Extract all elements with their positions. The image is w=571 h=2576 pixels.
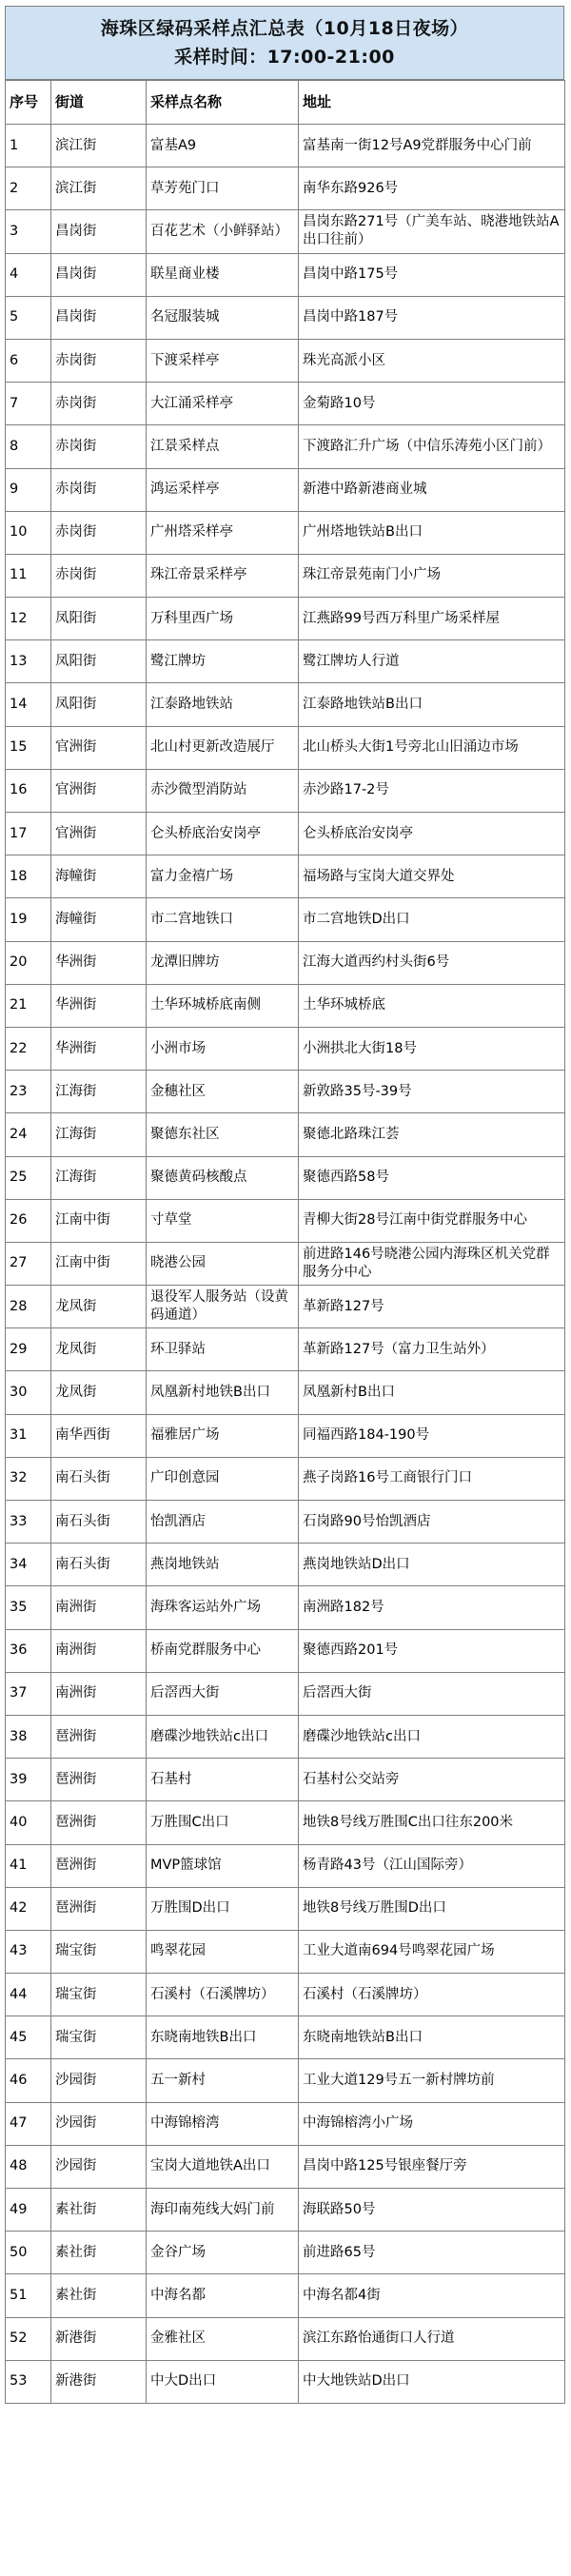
cell-address: 中海锦榕湾小广场 [299,2102,565,2145]
sampling-points-table [5,80,565,2404]
table-row [6,253,565,296]
cell-site-name: 福雅居广场 [147,1414,299,1457]
cell-index: 39 [6,1759,51,1801]
cell-address: 福场路与宝岗大道交界处 [299,855,565,898]
cell-site-name: 鸣翠花园 [147,1930,299,1973]
cell-street: 华洲街 [51,984,147,1027]
cell-address: 燕岗地铁站D出口 [299,1544,565,1586]
cell-index: 49 [6,2189,51,2232]
cell-address: 杨青路43号（江山国际旁） [299,1844,565,1887]
cell-site-name: 五一新村 [147,2059,299,2102]
table-row [6,769,565,812]
cell-index: 48 [6,2145,51,2188]
cell-street: 滨江街 [51,125,147,167]
cell-site-name: 聚德东社区 [147,1113,299,1156]
cell-street: 江海街 [51,1071,147,1113]
cell-street: 沙园街 [51,2059,147,2102]
cell-index: 11 [6,554,51,597]
cell-address: 石基村公交站旁 [299,1759,565,1801]
cell-index: 9 [6,468,51,511]
cell-site-name: 鹭江牌坊 [147,640,299,683]
cell-street: 赤岗街 [51,425,147,468]
cell-site-name: 广州塔采样亭 [147,511,299,554]
cell-street: 沙园街 [51,2102,147,2145]
cell-site-name: 金谷广场 [147,2232,299,2274]
cell-street: 官洲街 [51,813,147,855]
cell-street: 华洲街 [51,1027,147,1070]
cell-site-name: 桥南党群服务中心 [147,1629,299,1672]
cell-address: 石岗路90号怡凯酒店 [299,1501,565,1544]
sheet-title: 海珠区绿码采样点汇总表（10月18日夜场） [100,18,469,39]
cell-site-name: 海珠客运站外广场 [147,1586,299,1629]
cell-street: 琶洲街 [51,1759,147,1801]
table-row [6,2274,565,2317]
cell-site-name: 赤沙微型消防站 [147,769,299,812]
cell-street: 华洲街 [51,941,147,984]
cell-street: 琶洲街 [51,1844,147,1887]
cell-street: 新港街 [51,2317,147,2360]
cell-site-name: 磨碟沙地铁站c出口 [147,1715,299,1758]
table-row [6,1286,565,1328]
cell-street: 琶洲街 [51,1801,147,1844]
cell-site-name: 万胜围D出口 [147,1887,299,1930]
cell-site-name: 江景采样点 [147,425,299,468]
cell-street: 昌岗街 [51,296,147,339]
cell-address: 中大地铁站D出口 [299,2360,565,2403]
cell-site-name: 金穗社区 [147,1071,299,1113]
cell-index: 10 [6,511,51,554]
cell-index: 14 [6,683,51,726]
table-row [6,2232,565,2274]
table-row [6,468,565,511]
cell-address: 赤沙路17-2号 [299,769,565,812]
cell-street: 素社街 [51,2189,147,2232]
cell-index: 30 [6,1371,51,1414]
cell-site-name: 石溪村（石溪牌坊） [147,1974,299,2016]
table-row [6,683,565,726]
cell-index: 1 [6,125,51,167]
cell-street: 南石头街 [51,1457,147,1500]
cell-site-name: 东晓南地铁B出口 [147,2016,299,2059]
table-row [6,339,565,382]
cell-address: 小洲拱北大街18号 [299,1027,565,1070]
cell-street: 南洲街 [51,1672,147,1715]
cell-address: 江泰路地铁站B出口 [299,683,565,726]
cell-index: 33 [6,1501,51,1544]
cell-site-name: 怡凯酒店 [147,1501,299,1544]
cell-index: 5 [6,296,51,339]
cell-index: 23 [6,1071,51,1113]
cell-index: 22 [6,1027,51,1070]
cell-address: 珠光高派小区 [299,339,565,382]
cell-index: 12 [6,598,51,640]
cell-address: 广州塔地铁站B出口 [299,511,565,554]
column-header-address: 地址 [299,81,565,125]
cell-index: 51 [6,2274,51,2317]
cell-address: 青柳大街28号江南中街党群服务中心 [299,1199,565,1242]
cell-site-name: 下渡采样亭 [147,339,299,382]
table-row [6,1544,565,1586]
table-row [6,1242,565,1285]
table-row [6,2317,565,2360]
cell-site-name: 广印创意园 [147,1457,299,1500]
cell-street: 赤岗街 [51,554,147,597]
cell-address: 前进路65号 [299,2232,565,2274]
cell-site-name: 土华环城桥底南侧 [147,984,299,1027]
cell-address: 金菊路10号 [299,383,565,425]
cell-address: 鹭江牌坊人行道 [299,640,565,683]
cell-site-name: 中海名都 [147,2274,299,2317]
cell-index: 8 [6,425,51,468]
table-row [6,1974,565,2016]
table-row [6,1027,565,1070]
table-row [6,1586,565,1629]
cell-index: 28 [6,1286,51,1328]
table-row [6,1328,565,1371]
summary-sheet [5,6,564,2571]
cell-street: 官洲街 [51,769,147,812]
cell-street: 海幢街 [51,855,147,898]
table-row [6,2016,565,2059]
table-row [6,2102,565,2145]
cell-address: 滨江东路怡通街口人行道 [299,2317,565,2360]
sheet-header [5,6,564,80]
cell-site-name: 名冠服装城 [147,296,299,339]
table-row [6,167,565,210]
cell-address: 南华东路926号 [299,167,565,210]
table-row [6,1199,565,1242]
cell-index: 40 [6,1801,51,1844]
cell-street: 凤阳街 [51,640,147,683]
cell-address: 海联路50号 [299,2189,565,2232]
cell-street: 龙凤街 [51,1328,147,1371]
cell-site-name: 百花艺术（小鲜驿站） [147,210,299,253]
cell-address: 昌岗东路271号（广美车站、晓港地铁站A出口往前） [299,210,565,253]
cell-street: 瑞宝街 [51,1930,147,1973]
cell-address: 地铁8号线万胜围C出口往东200米 [299,1801,565,1844]
cell-index: 47 [6,2102,51,2145]
table-row [6,640,565,683]
cell-site-name: 金雅社区 [147,2317,299,2360]
cell-index: 52 [6,2317,51,2360]
cell-site-name: 石基村 [147,1759,299,1801]
cell-index: 6 [6,339,51,382]
cell-address: 磨碟沙地铁站c出口 [299,1715,565,1758]
cell-index: 34 [6,1544,51,1586]
cell-index: 37 [6,1672,51,1715]
table-row [6,1887,565,1930]
table-row [6,813,565,855]
cell-index: 35 [6,1586,51,1629]
cell-index: 24 [6,1113,51,1156]
cell-site-name: 中海锦榕湾 [147,2102,299,2145]
cell-address: 聚德北路珠江荟 [299,1113,565,1156]
cell-street: 龙凤街 [51,1286,147,1328]
table-row [6,855,565,898]
cell-address: 工业大道129号五一新村牌坊前 [299,2059,565,2102]
cell-street: 赤岗街 [51,339,147,382]
cell-address: 新港中路新港商业城 [299,468,565,511]
cell-street: 沙园街 [51,2145,147,2188]
cell-site-name: 晓港公园 [147,1242,299,1285]
cell-street: 赤岗街 [51,511,147,554]
cell-site-name: MVP篮球馆 [147,1844,299,1887]
cell-site-name: 中大D出口 [147,2360,299,2403]
cell-address: 地铁8号线万胜围D出口 [299,1887,565,1930]
cell-site-name: 草芳苑门口 [147,167,299,210]
cell-address: 江燕路99号西万科里广场采样屋 [299,598,565,640]
cell-site-name: 后滘西大街 [147,1672,299,1715]
cell-index: 3 [6,210,51,253]
cell-address: 革新路127号（富力卫生站外） [299,1328,565,1371]
cell-address: 同福西路184-190号 [299,1414,565,1457]
cell-street: 赤岗街 [51,468,147,511]
cell-street: 新港街 [51,2360,147,2403]
cell-index: 4 [6,253,51,296]
cell-index: 44 [6,1974,51,2016]
cell-index: 38 [6,1715,51,1758]
cell-street: 昌岗街 [51,253,147,296]
cell-address: 土华环城桥底 [299,984,565,1027]
cell-address: 中海名都4街 [299,2274,565,2317]
sampling-time: 采样时间：17:00-21:00 [174,47,395,68]
cell-site-name: 聚德黄码核酸点 [147,1156,299,1199]
cell-street: 江南中街 [51,1199,147,1242]
cell-index: 16 [6,769,51,812]
table-row [6,554,565,597]
cell-address: 新敦路35号-39号 [299,1071,565,1113]
table-row [6,1501,565,1544]
cell-site-name: 宝岗大道地铁A出口 [147,2145,299,2188]
cell-address: 市二宫地铁D出口 [299,898,565,941]
cell-street: 南洲街 [51,1586,147,1629]
table-row [6,511,565,554]
cell-street: 琶洲街 [51,1887,147,1930]
cell-index: 46 [6,2059,51,2102]
cell-street: 江南中街 [51,1242,147,1285]
cell-street: 赤岗街 [51,383,147,425]
cell-street: 滨江街 [51,167,147,210]
cell-site-name: 小洲市场 [147,1027,299,1070]
table-row [6,2189,565,2232]
cell-street: 南华西街 [51,1414,147,1457]
table-body [6,125,565,2404]
cell-index: 31 [6,1414,51,1457]
table-row [6,984,565,1027]
cell-street: 凤阳街 [51,598,147,640]
cell-street: 江海街 [51,1113,147,1156]
cell-index: 43 [6,1930,51,1973]
column-header-site-name: 采样点名称 [147,81,299,125]
cell-index: 45 [6,2016,51,2059]
cell-index: 26 [6,1199,51,1242]
cell-site-name: 万科里西广场 [147,598,299,640]
cell-index: 21 [6,984,51,1027]
cell-address: 仑头桥底治安岗亭 [299,813,565,855]
cell-address: 工业大道南694号鸣翠花园广场 [299,1930,565,1973]
cell-index: 13 [6,640,51,683]
cell-address: 革新路127号 [299,1286,565,1328]
cell-address: 后滘西大街 [299,1672,565,1715]
cell-street: 南洲街 [51,1629,147,1672]
cell-address: 凤凰新村B出口 [299,1371,565,1414]
table-row [6,1414,565,1457]
table-row [6,296,565,339]
table-row [6,941,565,984]
cell-address: 聚德西路201号 [299,1629,565,1672]
cell-address: 昌岗中路187号 [299,296,565,339]
cell-address: 石溪村（石溪牌坊） [299,1974,565,2016]
cell-index: 2 [6,167,51,210]
cell-site-name: 海印南苑线大妈门前 [147,2189,299,2232]
cell-street: 琶洲街 [51,1715,147,1758]
cell-street: 瑞宝街 [51,2016,147,2059]
cell-address: 富基南一街12号A9党群服务中心门前 [299,125,565,167]
table-row [6,210,565,253]
cell-site-name: 大江涌采样亭 [147,383,299,425]
cell-site-name: 凤凰新村地铁B出口 [147,1371,299,1414]
table-row [6,2360,565,2403]
cell-site-name: 仑头桥底治安岗亭 [147,813,299,855]
table-row [6,898,565,941]
cell-index: 32 [6,1457,51,1500]
cell-site-name: 北山村更新改造展厅 [147,726,299,769]
cell-street: 昌岗街 [51,210,147,253]
table-header-row [6,81,565,125]
cell-street: 南石头街 [51,1544,147,1586]
table-row [6,125,565,167]
table-row [6,1457,565,1500]
cell-index: 42 [6,1887,51,1930]
cell-index: 41 [6,1844,51,1887]
cell-index: 19 [6,898,51,941]
cell-street: 海幢街 [51,898,147,941]
table-row [6,1930,565,1973]
table-row [6,598,565,640]
cell-index: 29 [6,1328,51,1371]
table-row [6,1672,565,1715]
cell-site-name: 珠江帝景采样亭 [147,554,299,597]
cell-index: 20 [6,941,51,984]
cell-site-name: 龙潭旧牌坊 [147,941,299,984]
table-row [6,1759,565,1801]
table-row [6,2059,565,2102]
cell-index: 15 [6,726,51,769]
cell-site-name: 环卫驿站 [147,1328,299,1371]
table-row [6,1071,565,1113]
cell-index: 25 [6,1156,51,1199]
cell-address: 珠江帝景苑南门小广场 [299,554,565,597]
cell-address: 昌岗中路175号 [299,253,565,296]
cell-site-name: 富基A9 [147,125,299,167]
table-row [6,1715,565,1758]
cell-address: 东晓南地铁站B出口 [299,2016,565,2059]
cell-site-name: 万胜围C出口 [147,1801,299,1844]
cell-address: 前进路146号晓港公园内海珠区机关党群服务分中心 [299,1242,565,1285]
cell-address: 燕子岗路16号工商银行门口 [299,1457,565,1500]
cell-site-name: 鸿运采样亭 [147,468,299,511]
cell-index: 7 [6,383,51,425]
cell-site-name: 富力金禧广场 [147,855,299,898]
column-header-index: 序号 [6,81,51,125]
cell-site-name: 市二宫地铁口 [147,898,299,941]
table-row [6,1629,565,1672]
cell-index: 53 [6,2360,51,2403]
cell-index: 50 [6,2232,51,2274]
cell-index: 27 [6,1242,51,1285]
cell-address: 江海大道西约村头街6号 [299,941,565,984]
cell-street: 凤阳街 [51,683,147,726]
column-header-street: 街道 [51,81,147,125]
cell-index: 36 [6,1629,51,1672]
cell-street: 瑞宝街 [51,1974,147,2016]
table-row [6,1801,565,1844]
table-row [6,726,565,769]
table-row [6,383,565,425]
cell-address: 昌岗中路125号银座餐厅旁 [299,2145,565,2188]
cell-address: 聚德西路58号 [299,1156,565,1199]
cell-site-name: 联星商业楼 [147,253,299,296]
cell-site-name: 寸草堂 [147,1199,299,1242]
table-row [6,2145,565,2188]
cell-index: 17 [6,813,51,855]
cell-site-name: 燕岗地铁站 [147,1544,299,1586]
table-row [6,425,565,468]
cell-address: 下渡路汇升广场（中信乐涛苑小区门前） [299,425,565,468]
cell-street: 南石头街 [51,1501,147,1544]
table-row [6,1844,565,1887]
cell-index: 18 [6,855,51,898]
cell-address: 北山桥头大街1号旁北山旧涌边市场 [299,726,565,769]
cell-street: 素社街 [51,2274,147,2317]
cell-address: 南洲路182号 [299,1586,565,1629]
cell-street: 江海街 [51,1156,147,1199]
cell-street: 素社街 [51,2232,147,2274]
table-row [6,1113,565,1156]
cell-street: 官洲街 [51,726,147,769]
cell-site-name: 江泰路地铁站 [147,683,299,726]
cell-street: 龙凤街 [51,1371,147,1414]
cell-site-name: 退役军人服务站（设黄码通道） [147,1286,299,1328]
table-row [6,1156,565,1199]
table-row [6,1371,565,1414]
